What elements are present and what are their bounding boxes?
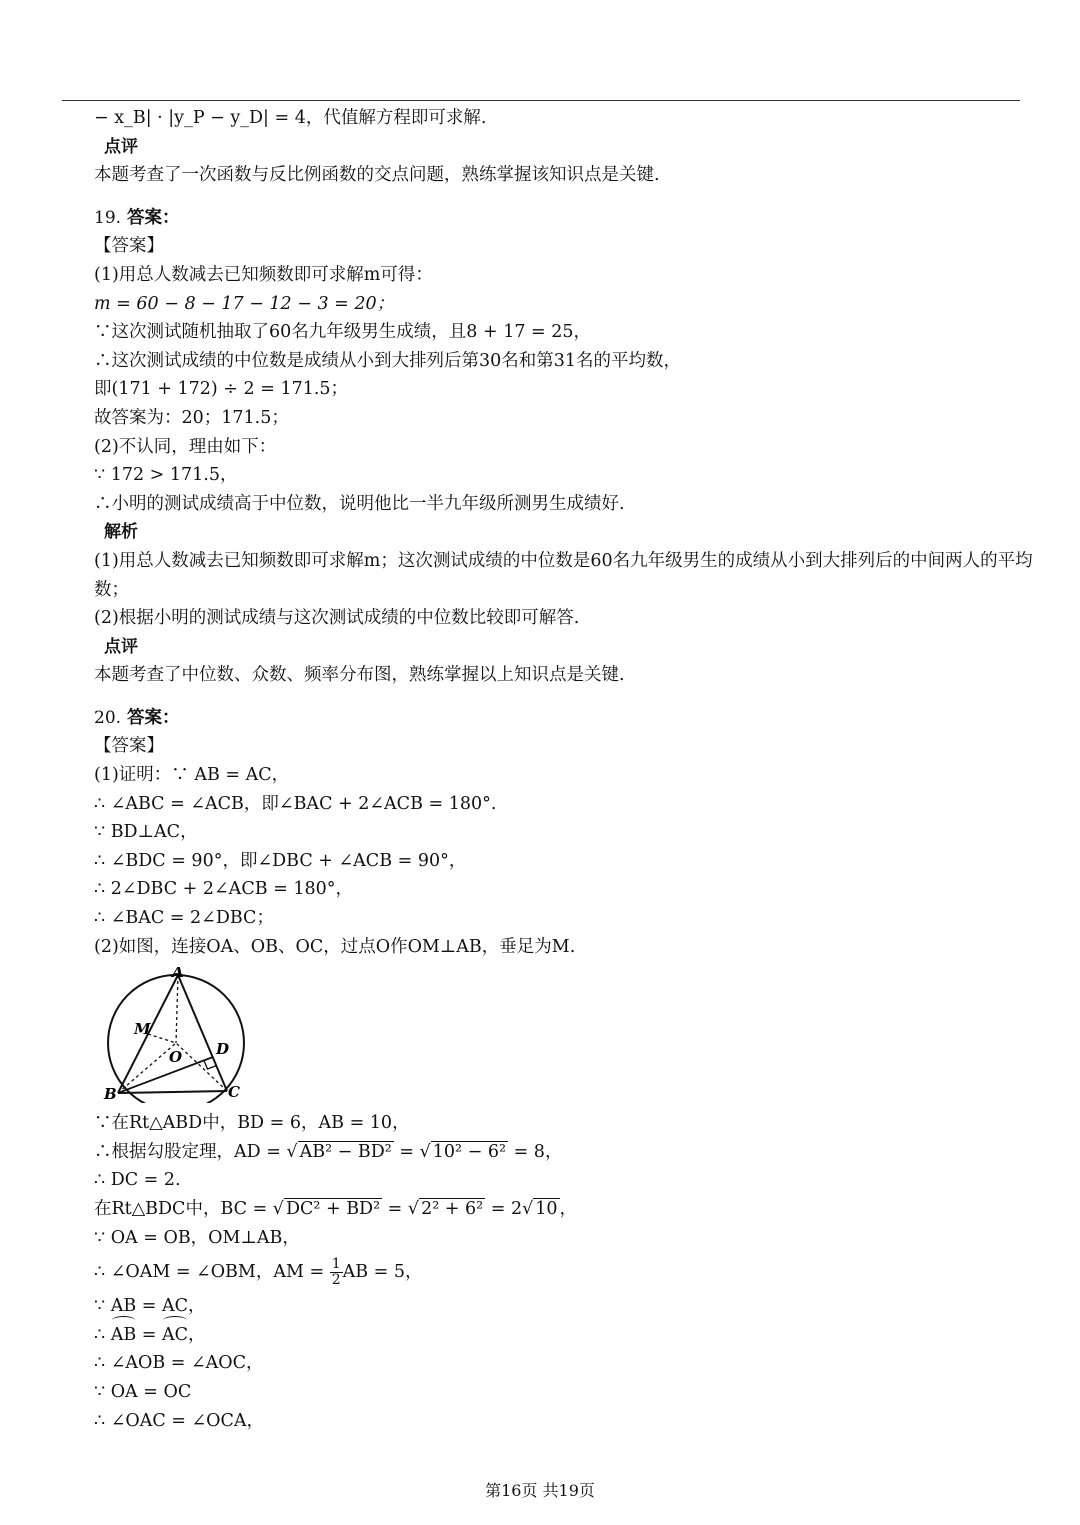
text-line: 本题考查了一次函数与反比例函数的交点问题，熟练掌握该知识点是关键.: [94, 165, 660, 186]
text-line: ∵ OA = OB，OM⊥AB，: [94, 1227, 300, 1248]
text-span: 在Rt△BDC中，BC = √: [94, 1199, 284, 1219]
label-M: M: [134, 1020, 151, 1039]
text-line: (2)不认同，理由如下：: [94, 436, 277, 457]
radicand: DC² + BD²: [285, 1199, 381, 1219]
radicand: 2² + 6²: [421, 1199, 484, 1219]
text-line: ∵在Rt△ABD中，BD = 6，AB = 10，: [94, 1113, 410, 1134]
text-line: 故答案为：20；171.5；: [94, 407, 289, 428]
geometry-figure: [100, 967, 250, 1103]
radicand: 10² − 6²: [432, 1141, 507, 1162]
text-line: ∵ 172 > 171.5，: [94, 465, 238, 486]
text-line: ∴这次测试成绩的中位数是成绩从小到大排列后第30名和第31名的平均数，: [94, 350, 682, 371]
text-line: (2)如图，连接OA、OB、OC，过点O作OM⊥AB，垂足为M.: [94, 936, 576, 957]
segment-OB: [118, 1043, 176, 1093]
segment-AC: [178, 975, 230, 1091]
segment-OM: [148, 1034, 176, 1043]
text-line: ∴ 2∠DBC + 2∠ACB = 180°，: [94, 879, 354, 900]
radicand: 10: [535, 1199, 558, 1219]
text-line: (1)用总人数减去已知频数即可求解m可得：: [94, 264, 433, 285]
text-span: ，: [188, 1324, 206, 1345]
math-line-arc: [94, 1321, 1039, 1350]
document-body: [94, 104, 1039, 1435]
arc-AC: AC: [162, 1321, 188, 1350]
text-span: = √: [382, 1199, 420, 1219]
label-C: C: [228, 1083, 240, 1102]
arc-AB: AB: [111, 1321, 137, 1350]
text-line: ∴ ∠OAC = ∠OCA，: [94, 1410, 265, 1431]
text-span: ，: [559, 1199, 578, 1219]
text-line: ∴ ∠ABC = ∠ACB，即∠BAC + 2∠ACB = 180°.: [94, 793, 497, 814]
text-line: ∴ ∠AOB = ∠AOC，: [94, 1353, 264, 1374]
text-line: ∴小明的测试成绩高于中位数，说明他比一半九年级所测男生成绩好.: [94, 493, 625, 514]
math-line: m = 60 − 8 − 17 − 12 − 3 = 20；: [94, 293, 395, 314]
top-rule: [62, 100, 1020, 101]
text-paragraph: (1)用总人数减去已知频数即可求解m；这次测试成绩的中位数是60名九年级男生的成绩从小到大排列后的中间两人的平均数；: [94, 550, 1033, 600]
text-line: ∵ BD⊥AC，: [94, 822, 198, 843]
question-title: 答案：: [127, 707, 180, 728]
label-A: A: [172, 967, 184, 982]
question-number: 20.: [94, 707, 122, 728]
segment-BC: [118, 1091, 227, 1093]
text-span: =: [136, 1324, 162, 1345]
question-20-header: [94, 704, 1039, 733]
text-line: ∵ OA = OC: [94, 1381, 192, 1402]
text-line: 本题考查了中位数、众数、频率分布图，熟练掌握以上知识点是关键.: [94, 665, 625, 686]
label-O: O: [169, 1048, 183, 1067]
text-line: ∵ AB = AC，: [94, 1296, 206, 1317]
question-number: 19.: [94, 207, 122, 228]
text-line: − x_B| · |y_P − y_D| = 4，代值解方程即可求解.: [94, 108, 487, 128]
radicand: AB² − BD²: [299, 1141, 392, 1162]
segment-OA: [176, 975, 178, 1043]
question-title: 答案：: [127, 207, 180, 228]
text-line: ∴ ∠BAC = 2∠DBC；: [94, 908, 274, 929]
text-span: = 2√: [485, 1199, 534, 1219]
label-B: B: [104, 1085, 117, 1104]
text-span: ∴: [94, 1324, 111, 1345]
text-span: AB = 5，: [342, 1262, 423, 1283]
label-D: D: [216, 1040, 230, 1059]
text-line: (2)根据小明的测试成绩与这次测试成绩的中位数比较即可解答.: [94, 608, 580, 629]
text-span: ∴根据勾股定理，AD = √: [94, 1141, 298, 1162]
answer-label: 【答案】: [94, 236, 164, 257]
section-heading-dianping: 点评: [104, 136, 138, 157]
text-span: = √: [393, 1141, 431, 1162]
math-line-fraction: [94, 1252, 1039, 1292]
segment-BD: [118, 1057, 213, 1093]
numerator: 1: [331, 1256, 341, 1273]
text-span: = 8，: [508, 1141, 563, 1162]
section-heading-jiexi: 解析: [104, 522, 138, 543]
question-19-header: [94, 204, 1039, 233]
fraction: [330, 1257, 343, 1288]
denominator: 2: [331, 1272, 341, 1289]
text-line: ∴ ∠BDC = 90°，即∠DBC + ∠ACB = 90°，: [94, 850, 467, 871]
text-line: (1)证明：∵ AB = AC，: [94, 765, 290, 786]
text-span: ∴ ∠OAM = ∠OBM，AM =: [94, 1262, 330, 1283]
page-number: 第16页 共19页: [485, 1481, 595, 1500]
text-line: ∴ DC = 2.: [94, 1170, 181, 1191]
text-line: 即(171 + 172) ÷ 2 = 171.5；: [94, 379, 349, 400]
text-line: ∵这次测试随机抽取了60名九年级男生成绩，且8 + 17 = 25，: [94, 322, 592, 343]
answer-label: 【答案】: [94, 736, 164, 757]
math-line-sqrt: [94, 1195, 1039, 1224]
math-line-sqrt: [94, 1138, 1039, 1167]
section-heading-dianping: 点评: [104, 636, 138, 657]
